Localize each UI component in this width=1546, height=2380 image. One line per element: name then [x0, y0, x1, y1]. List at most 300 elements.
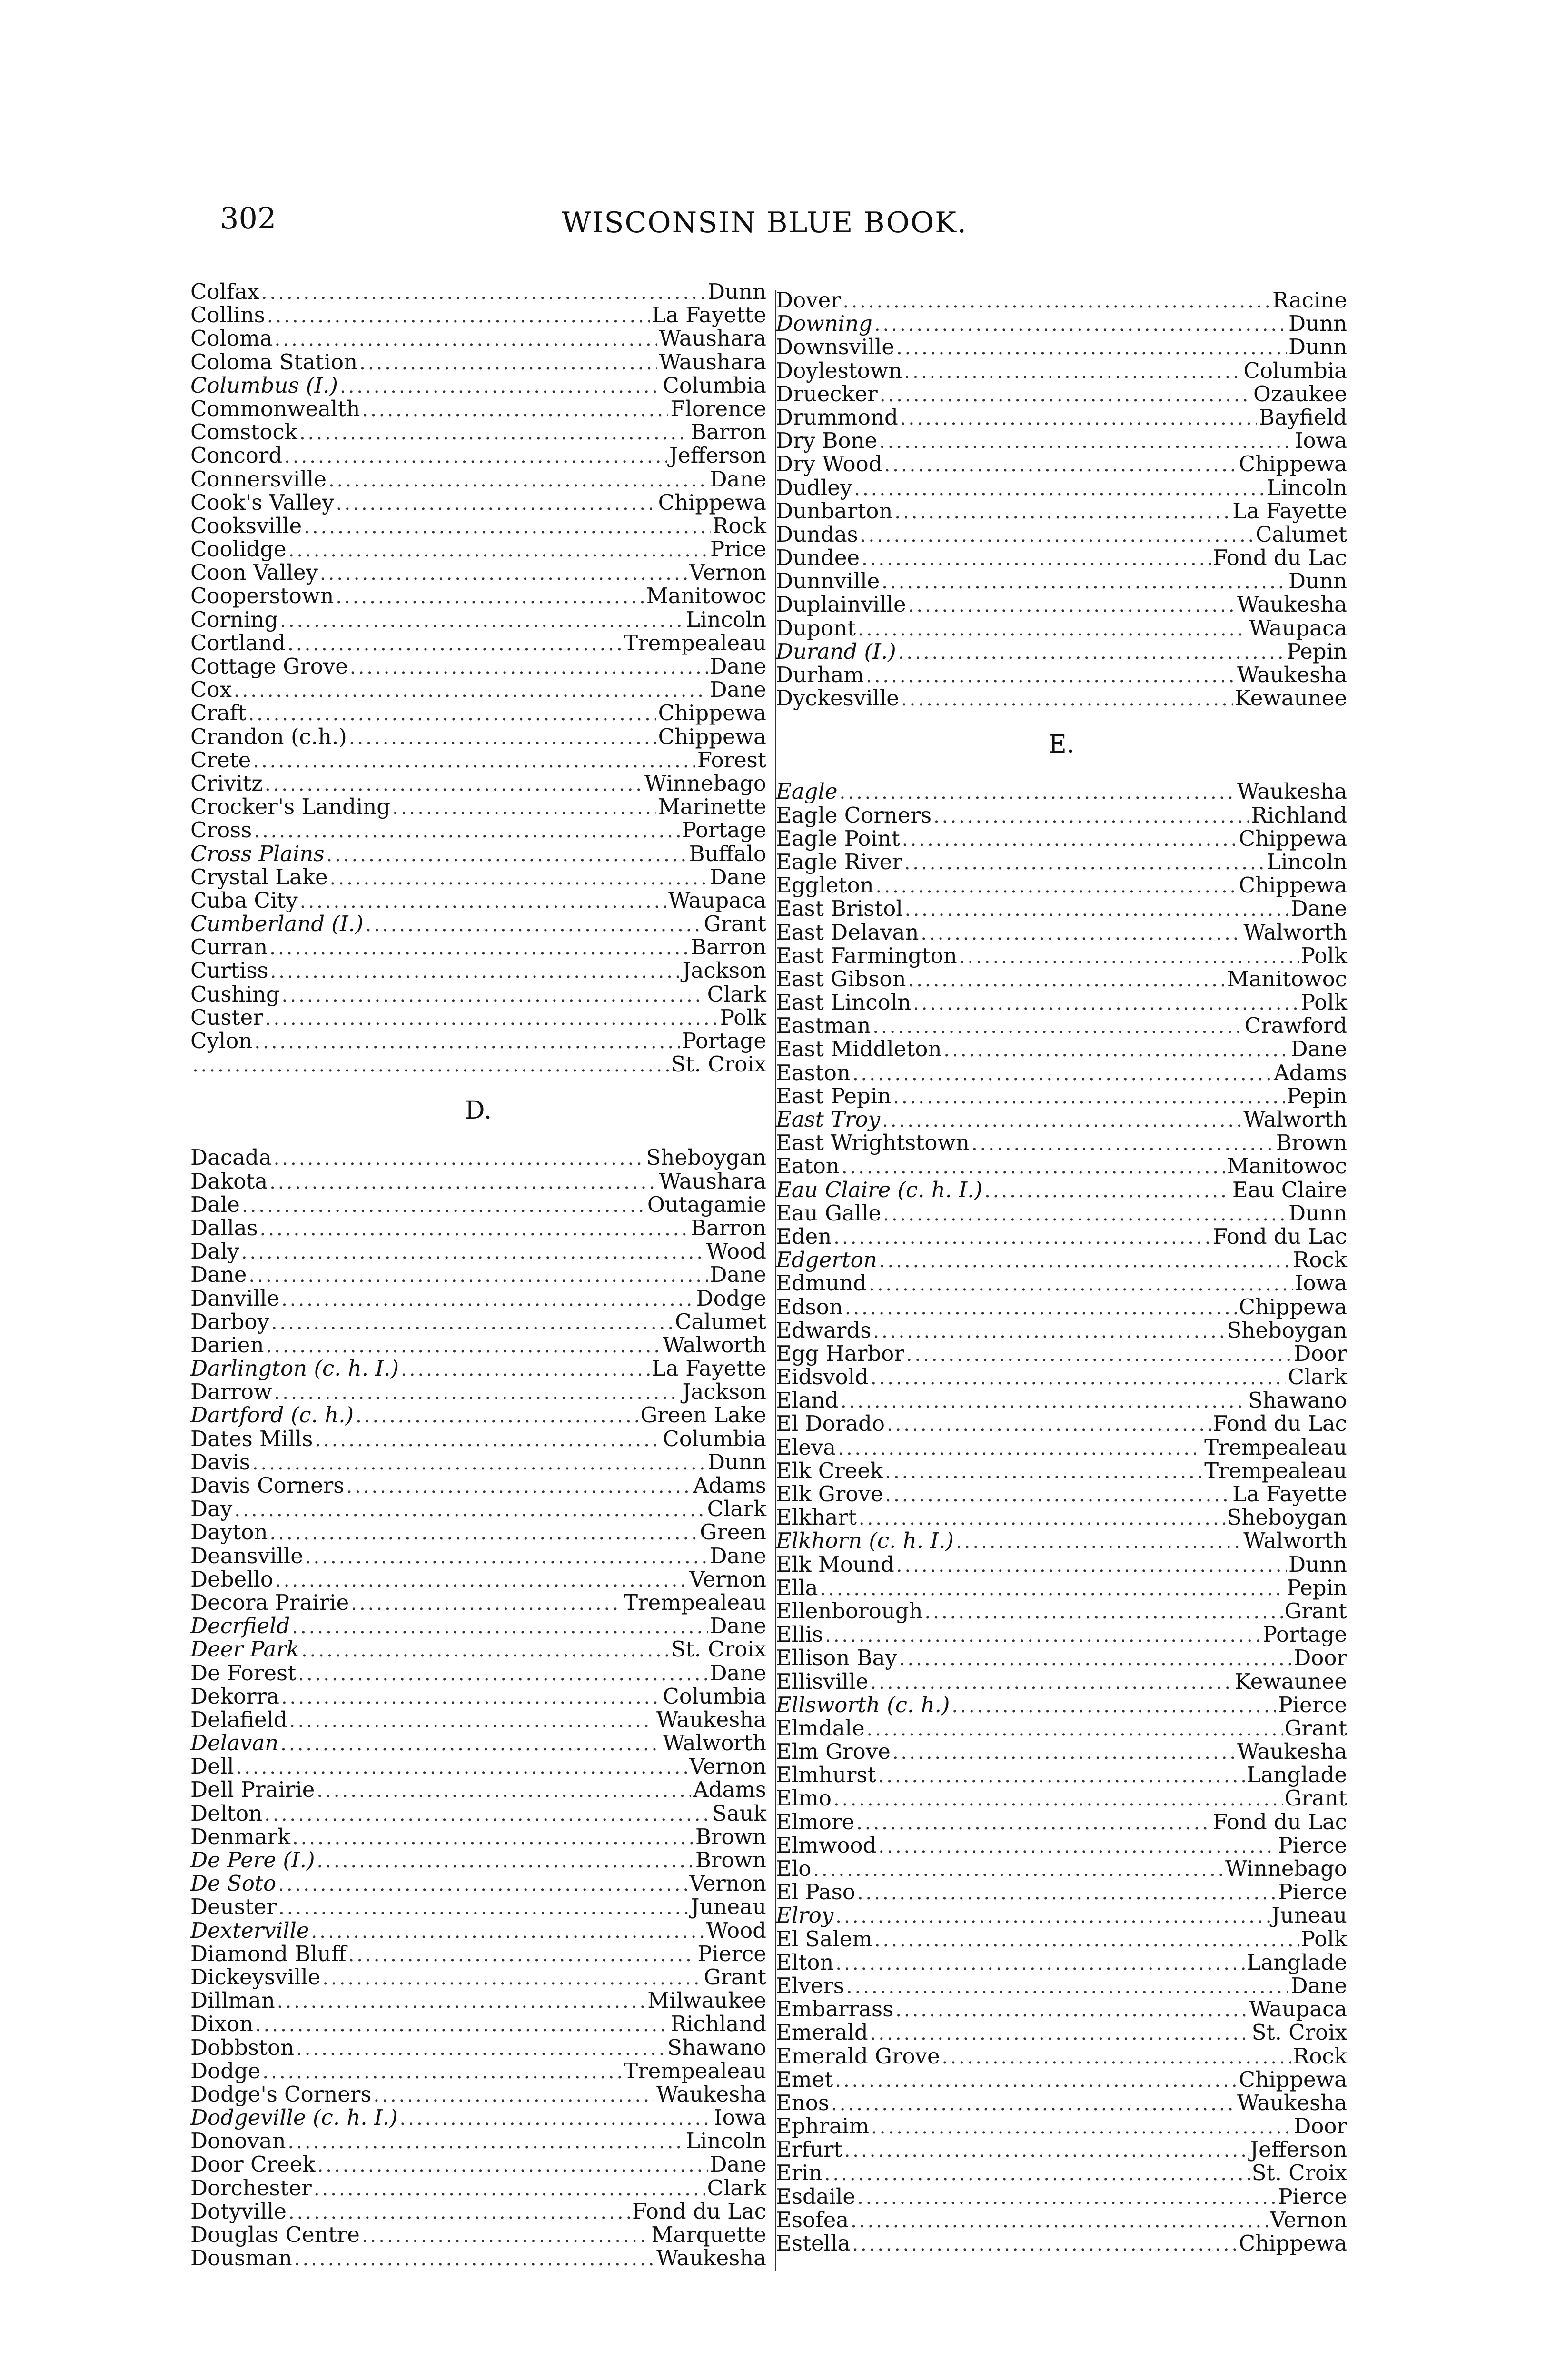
county-name: Shawano: [1248, 1388, 1347, 1413]
list-item: [190, 2246, 766, 2270]
list-item: [776, 1108, 1347, 1131]
leader-dots: [305, 1546, 708, 1569]
leader-dots: [280, 1733, 661, 1756]
list-item: [190, 725, 766, 748]
place-name: Dundas: [776, 521, 858, 547]
list-item: [190, 397, 766, 420]
place-name: Eau Galle: [776, 1200, 882, 1226]
list-item: [190, 1848, 766, 1872]
place-name: Dundee: [776, 545, 860, 571]
leader-dots: [874, 313, 1287, 337]
list-item: [776, 1436, 1347, 1459]
county-name: Green Lake: [640, 1402, 766, 1428]
place-name: East Middleton: [776, 1036, 942, 1062]
list-item: [776, 1014, 1347, 1037]
list-item: [776, 429, 1347, 452]
list-item: [190, 2176, 766, 2200]
place-name: Durham: [776, 662, 864, 687]
list-item: [190, 1310, 766, 1333]
county-name: Langlade: [1246, 1949, 1347, 1975]
list-item: [776, 1927, 1347, 1951]
county-name: Grant: [1284, 1715, 1347, 1741]
county-name: Chippewa: [658, 489, 766, 515]
leader-dots: [288, 2201, 630, 2224]
leader-dots: [871, 2116, 1292, 2139]
place-name: Custer: [190, 1004, 263, 1030]
leader-dots: [858, 618, 1247, 641]
list-item: [190, 2012, 766, 2035]
county-name: Dane: [1290, 896, 1347, 922]
leader-dots: [255, 2013, 669, 2037]
county-name: Waukesha: [1237, 2090, 1347, 2115]
leader-dots: [317, 1850, 694, 1873]
leader-dots: [895, 1999, 1247, 2022]
list-item: [776, 1623, 1347, 1646]
place-name: Esofea: [776, 2207, 849, 2232]
place-name: Dudley: [776, 475, 852, 500]
place-name: Cylon: [190, 1028, 253, 1053]
county-name: Lincoln: [686, 2128, 766, 2154]
place-name: Darboy: [190, 1309, 269, 1334]
leader-dots: [894, 501, 1230, 524]
place-name: Esdaile: [776, 2183, 855, 2209]
county-name: Pepin: [1286, 1083, 1347, 1109]
leader-dots: [260, 1218, 689, 1241]
leader-dots: [971, 1132, 1274, 1156]
place-name: Dodgeville (c. h. I.): [190, 2105, 398, 2131]
county-name: Walworth: [1243, 1528, 1347, 1554]
county-name: Polk: [1300, 990, 1347, 1015]
list-item: [776, 663, 1347, 686]
place-name: Ellis: [776, 1622, 823, 1647]
list-item: [190, 1263, 766, 1286]
leader-dots: [873, 1320, 1225, 1343]
place-name: East Delavan: [776, 919, 919, 945]
place-name: Dane: [190, 1262, 247, 1288]
place-name: Edson: [776, 1294, 843, 1319]
county-name: Dane: [710, 1660, 766, 1686]
leader-dots: [269, 937, 689, 960]
place-name: Ella: [776, 1575, 818, 1600]
list-item: [190, 467, 766, 491]
place-name: Crete: [190, 747, 251, 773]
leader-dots: [852, 2233, 1237, 2256]
leader-dots: [274, 1147, 644, 1170]
leader-dots: [879, 1250, 1291, 1273]
list-item: [776, 2091, 1347, 2114]
county-name: Chippewa: [1239, 1294, 1347, 1319]
county-name: Forest: [697, 747, 766, 773]
county-name: Chippewa: [658, 724, 766, 749]
list-item: [190, 1450, 766, 1474]
leader-dots: [265, 773, 643, 796]
place-name: Elmwood: [776, 1832, 877, 1858]
place-name: Eagle Point: [776, 825, 900, 851]
list-item: [776, 1319, 1347, 1342]
county-name: Dane: [1290, 1973, 1347, 1998]
county-name: Rock: [1293, 2043, 1347, 2069]
leader-dots: [869, 1273, 1293, 1296]
leader-dots: [884, 454, 1237, 477]
place-name: Dunnville: [776, 568, 880, 594]
list-item: [190, 1685, 766, 1708]
place-name: Ephraim: [776, 2113, 870, 2139]
place-name: Erfurt: [776, 2137, 842, 2162]
list-item: [776, 312, 1347, 335]
leader-dots: [277, 1990, 646, 2013]
list-item: [190, 1895, 766, 1918]
list-item: [776, 1670, 1347, 1693]
place-name: Coloma: [190, 326, 273, 351]
place-name: De Soto: [190, 1871, 277, 1896]
leader-dots: [893, 1086, 1285, 1109]
leader-dots: [278, 1873, 687, 1896]
place-name: Eaton: [776, 1153, 840, 1179]
list-item: [776, 1834, 1347, 1857]
list-item: [190, 514, 766, 537]
place-name: Eau Claire (c. h. I.): [776, 1177, 983, 1202]
leader-dots: [289, 1709, 654, 1733]
leader-dots: [274, 1381, 681, 1405]
list-item: [190, 842, 766, 865]
place-name: Danville: [190, 1285, 280, 1311]
list-item: [190, 1170, 766, 1193]
county-name: Pierce: [1278, 1832, 1347, 1858]
leader-dots: [866, 664, 1235, 688]
place-name: Delton: [190, 1800, 263, 1826]
list-item: [776, 1295, 1347, 1319]
list-item: [776, 546, 1347, 569]
county-name: Jefferson: [1250, 2137, 1347, 2162]
place-name: Eden: [776, 1223, 832, 1249]
county-name: Sheboygan: [1227, 1505, 1347, 1530]
leader-dots: [311, 1920, 704, 1944]
leader-dots: [833, 1788, 1283, 1811]
place-name: Elkhart: [776, 1505, 857, 1530]
place-name: Edgerton: [776, 1247, 877, 1273]
county-name: Richland: [670, 2011, 766, 2037]
place-name: Elk Creek: [776, 1458, 883, 1483]
list-item: [776, 1459, 1347, 1482]
place-name: Cumberland (I.): [190, 911, 364, 937]
list-item: [776, 640, 1347, 663]
list-item: [190, 2152, 766, 2176]
leader-dots: [882, 1109, 1241, 1132]
leader-dots: [350, 656, 708, 679]
county-name: Shawano: [667, 2034, 766, 2060]
county-name: Adams: [1274, 1060, 1347, 1085]
place-name: Denmark: [190, 1824, 290, 1849]
list-item: [190, 303, 766, 327]
list-item: [190, 444, 766, 467]
county-name: Portage: [682, 817, 766, 843]
list-item: [190, 1240, 766, 1263]
county-name: Fond du Lac: [1213, 1809, 1347, 1835]
county-name: Waushara: [659, 349, 766, 375]
leader-dots: [857, 1882, 1277, 1905]
place-name: Elkhorn (c. h. I.): [776, 1528, 954, 1554]
place-name: Dobbston: [190, 2034, 295, 2060]
list-item: [776, 1482, 1347, 1506]
leader-dots: [856, 1812, 1211, 1835]
leader-dots: [857, 2186, 1276, 2210]
county-name: Iowa: [714, 2105, 766, 2131]
county-name: Columbia: [663, 1683, 766, 1709]
place-name: Dry Wood: [776, 451, 882, 477]
leader-dots: [820, 1577, 1284, 1601]
place-name: East Gibson: [776, 966, 906, 992]
list-item: [190, 1661, 766, 1685]
list-item: [776, 780, 1347, 803]
county-name: Lincoln: [1267, 475, 1347, 500]
place-name: Colfax: [190, 279, 259, 304]
leader-dots: [328, 469, 708, 492]
county-name: Wood: [706, 1239, 766, 1264]
list-item: [776, 288, 1347, 312]
place-name: Eidsvold: [776, 1364, 869, 1390]
place-name: Elvers: [776, 1973, 844, 1998]
leader-dots: [346, 1475, 691, 1498]
place-name: Elo: [776, 1856, 812, 1881]
list-item: [190, 280, 766, 303]
county-name: Pierce: [697, 1941, 766, 1966]
place-name: Elk Mound: [776, 1551, 894, 1577]
county-name: Crawford: [1244, 1013, 1347, 1039]
place-name: Cross Plains: [190, 841, 325, 866]
county-name: La Fayette: [1232, 1481, 1347, 1507]
county-name: Vernon: [1270, 2207, 1347, 2232]
county-name: Polk: [1300, 942, 1347, 968]
list-item: [190, 537, 766, 561]
list-item: [190, 982, 766, 1006]
county-name: Price: [710, 536, 766, 562]
leader-dots: [841, 1390, 1246, 1413]
county-name: Dane: [710, 1613, 766, 1639]
county-name: Sheboygan: [1227, 1317, 1347, 1343]
county-name: Dunn: [1288, 1200, 1347, 1226]
list-item: [776, 1716, 1347, 1740]
leader-dots: [261, 281, 706, 305]
leader-dots: [287, 633, 622, 656]
list-item: [190, 1778, 766, 1801]
leader-dots: [867, 1718, 1283, 1741]
place-name: Emerald Grove: [776, 2043, 940, 2069]
county-name: Door: [1294, 1645, 1347, 1671]
place-name: Decrfield: [190, 1613, 290, 1639]
list-item: [776, 1786, 1347, 1810]
county-name: Fond du Lac: [632, 2198, 766, 2224]
place-name: Elm Grove: [776, 1739, 891, 1765]
place-name: Emerald: [776, 2020, 868, 2045]
list-item: [776, 2231, 1347, 2255]
county-name: Clark: [1288, 1364, 1347, 1390]
leader-dots: [878, 1765, 1245, 1788]
county-name: Dane: [1290, 1036, 1347, 1062]
list-item: [190, 1427, 766, 1450]
place-name: Dekorra: [190, 1683, 279, 1709]
leader-dots: [831, 2092, 1235, 2116]
county-name: Winnebago: [644, 770, 766, 796]
county-name: Jefferson: [669, 443, 766, 468]
county-name: Fond du Lac: [1213, 1223, 1347, 1249]
leader-dots: [844, 2139, 1248, 2162]
running-head: WISCONSIN BLUE BOOK.: [562, 206, 968, 239]
place-name: Dacada: [190, 1145, 272, 1170]
leader-dots: [264, 1803, 710, 1826]
leader-dots: [359, 352, 657, 375]
county-name: Columbia: [663, 1426, 766, 1451]
section-heading: E.: [1048, 730, 1075, 759]
county-name: Chippewa: [1239, 873, 1347, 898]
county-name: Winnebago: [1225, 1856, 1347, 1881]
right-column: [776, 288, 1347, 2255]
list-item: [190, 2059, 766, 2082]
place-name: Crocker's Landing: [190, 794, 391, 820]
list-item: [190, 1287, 766, 1310]
county-name: Ozaukee: [1253, 381, 1347, 407]
county-name: Pierce: [1278, 1692, 1347, 1717]
list-item: [776, 873, 1347, 897]
county-name: Juneau: [691, 1894, 766, 1920]
list-item: [190, 1755, 766, 1778]
place-name: East Wrightstown: [776, 1130, 970, 1156]
county-name: Waupaca: [668, 887, 766, 913]
leader-dots: [373, 2084, 654, 2107]
place-name: Druecker: [776, 381, 878, 407]
county-name: Grant: [704, 1964, 766, 1990]
place-name: Eagle River: [776, 849, 902, 874]
list-item: [776, 944, 1347, 967]
place-name: East Farmington: [776, 942, 957, 968]
county-name: Calumet: [1255, 521, 1347, 547]
place-name: Cooksville: [190, 513, 302, 538]
place-name: Dickeysville: [190, 1964, 321, 1990]
leader-dots: [269, 1171, 657, 1194]
county-name: Walworth: [1243, 1107, 1347, 1132]
place-name: Eastman: [776, 1013, 871, 1039]
leader-dots: [320, 562, 687, 585]
county-name: Columbia: [1243, 357, 1347, 383]
county-name: Waupaca: [1249, 615, 1347, 641]
county-name: St. Croix: [1251, 2020, 1347, 2045]
place-name: Dayton: [190, 1519, 268, 1545]
place-name: Elton: [776, 1949, 834, 1975]
list-item: [776, 1763, 1347, 1786]
leader-dots: [921, 922, 1241, 945]
county-name: St. Croix: [671, 1636, 766, 1662]
place-name: Elmo: [776, 1785, 832, 1811]
leader-dots: [874, 1929, 1299, 1952]
list-item: [190, 1708, 766, 1731]
county-name: Iowa: [1294, 428, 1347, 454]
county-name: Richland: [1251, 802, 1347, 828]
leader-dots: [317, 2154, 708, 2177]
county-name: Jackson: [682, 958, 766, 983]
place-name: Eleva: [776, 1434, 836, 1460]
place-name: East Bristol: [776, 896, 903, 922]
list-item: [190, 865, 766, 889]
list-item: [776, 1248, 1347, 1271]
county-name: Waushara: [659, 326, 766, 351]
list-item: [776, 2161, 1347, 2184]
leader-dots: [275, 1569, 687, 1592]
county-name: Walworth: [663, 1730, 766, 1756]
place-name: De Forest: [190, 1660, 297, 1686]
place-name: Elmdale: [776, 1715, 865, 1741]
county-name: Wood: [706, 1917, 766, 1943]
leader-dots: [287, 2131, 684, 2154]
county-name: Dane: [710, 1543, 766, 1568]
leader-dots: [281, 1686, 661, 1709]
leader-dots: [904, 852, 1265, 875]
list-item: [776, 359, 1347, 382]
place-name: Corning: [190, 606, 278, 632]
leader-dots: [336, 492, 656, 516]
leader-dots: [301, 1639, 669, 1662]
leader-dots: [951, 1695, 1276, 1718]
leader-dots: [252, 1452, 706, 1475]
leader-dots: [902, 828, 1237, 852]
place-name: El Dorado: [776, 1411, 885, 1437]
place-name: Elmore: [776, 1809, 855, 1835]
list-item: [776, 1154, 1347, 1178]
place-name: Dotyville: [190, 2198, 287, 2224]
place-name: Edmund: [776, 1270, 867, 1296]
place-name: Embarrass: [776, 1996, 894, 2022]
list-item: [776, 1857, 1347, 1880]
list-item: [776, 476, 1347, 499]
leader-dots: [266, 1335, 661, 1358]
place-name: El Paso: [776, 1879, 855, 1905]
leader-dots: [859, 1507, 1225, 1530]
place-name: Cross: [190, 817, 252, 843]
place-name: Columbus (I.): [190, 372, 338, 398]
leader-dots: [835, 1905, 1269, 1928]
list-item: [776, 1951, 1347, 1974]
left-column: [190, 280, 766, 2270]
leader-dots: [984, 1180, 1230, 1203]
leader-dots: [271, 1311, 673, 1335]
place-name: Dry Bone: [776, 428, 878, 454]
place-name: Collins: [190, 302, 265, 328]
place-name: Dixon: [190, 2011, 253, 2037]
county-name: Vernon: [689, 560, 766, 585]
list-item: [190, 1919, 766, 1942]
county-name: Waukesha: [1237, 662, 1347, 687]
leader-dots: [241, 1241, 704, 1264]
place-name: Comstock: [190, 419, 297, 445]
county-name: Door: [1294, 1340, 1347, 1366]
list-item: [776, 1178, 1347, 1201]
list-item: [776, 921, 1347, 944]
county-name: Eau Claire: [1232, 1177, 1347, 1202]
county-name: Buffalo: [689, 841, 766, 866]
leader-dots: [280, 609, 684, 633]
county-name: Trempealeau: [624, 630, 766, 655]
list-item: [776, 2138, 1347, 2161]
list-item: [776, 452, 1347, 476]
leader-dots: [292, 1616, 708, 1639]
place-name: Eggleton: [776, 873, 874, 898]
place-name: Dell: [190, 1754, 234, 1779]
leader-dots: [904, 360, 1241, 384]
county-name: Portage: [1262, 1622, 1347, 1647]
place-name: Dodge: [190, 2058, 261, 2083]
list-item: [776, 1740, 1347, 1763]
list-item: [776, 850, 1347, 873]
list-item: [776, 1225, 1347, 1248]
county-name: Waukesha: [1237, 1739, 1347, 1765]
